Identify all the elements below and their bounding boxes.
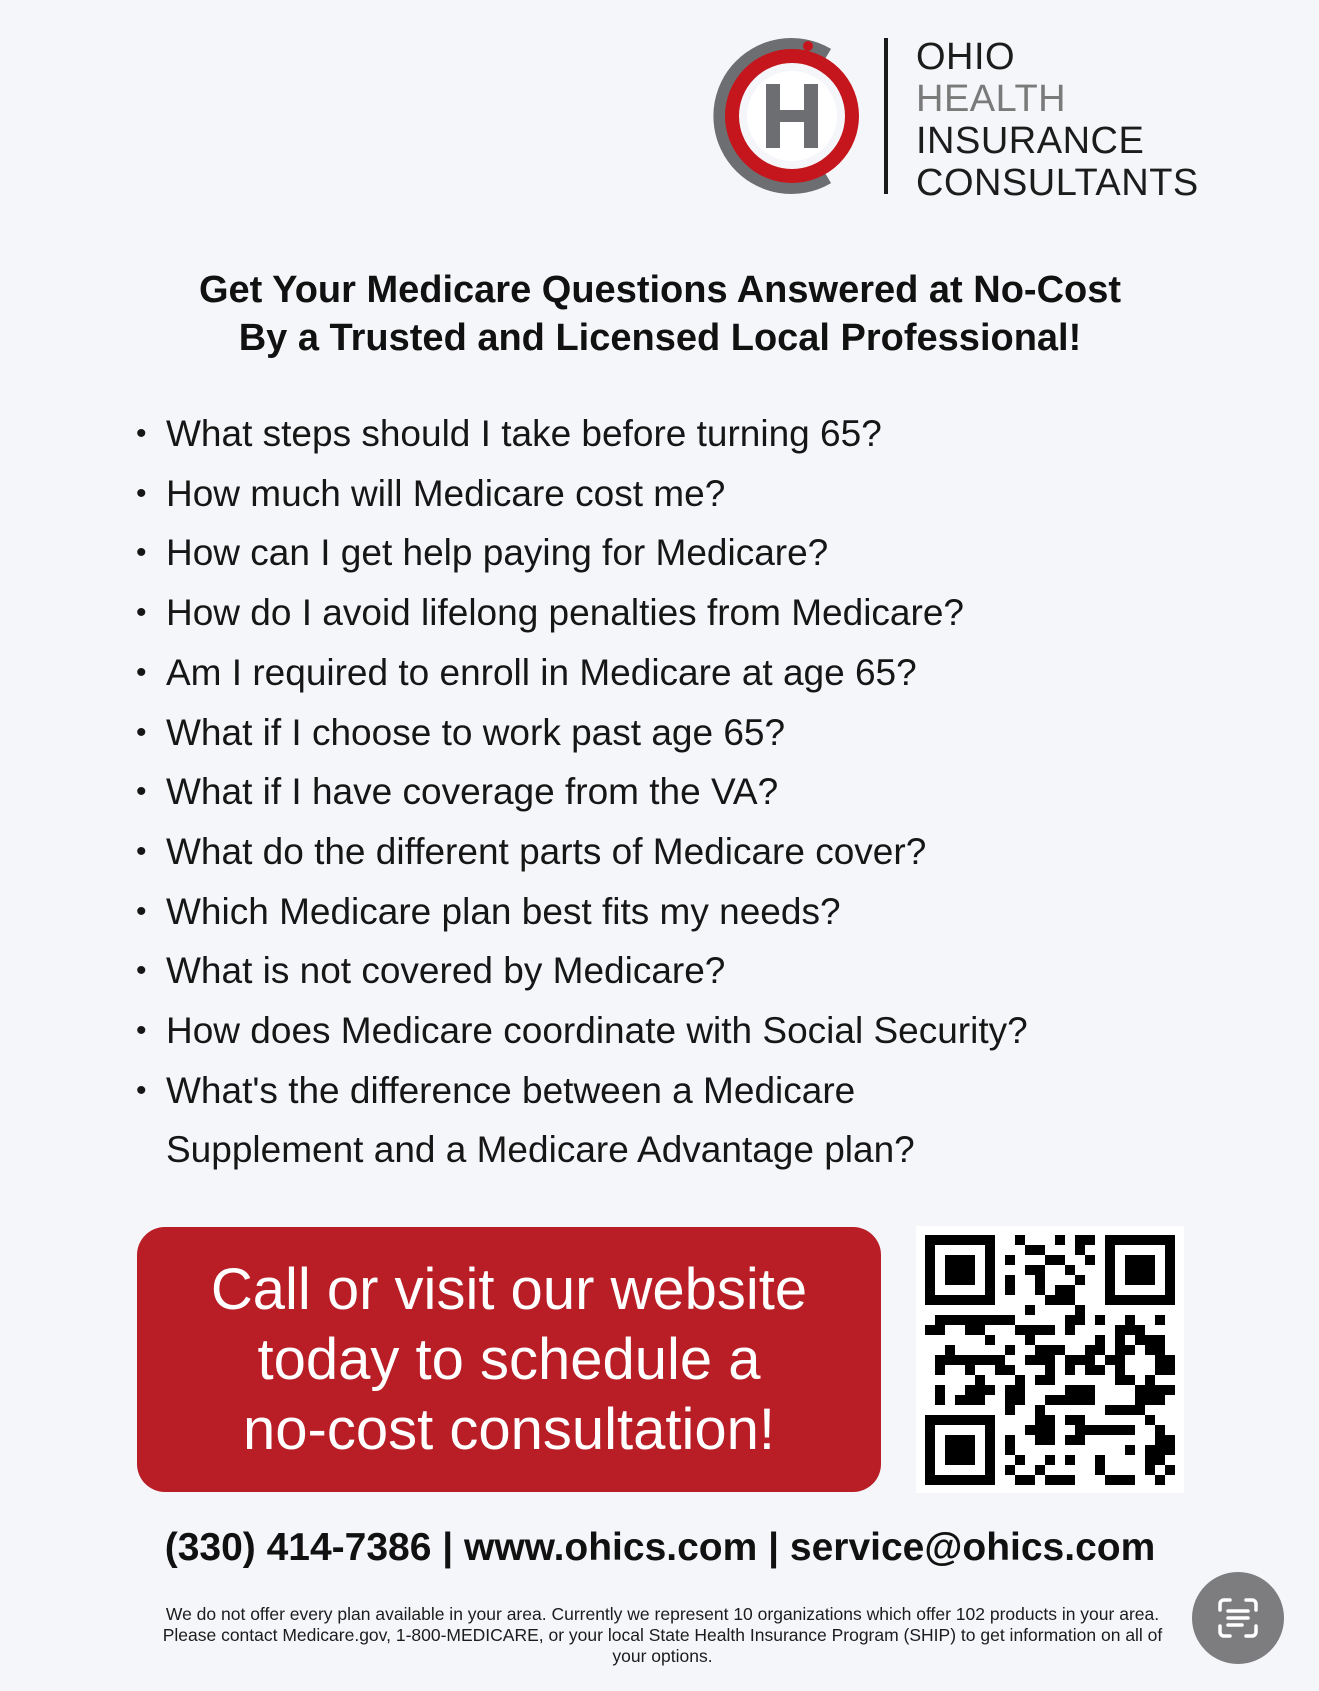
cta-line-2: today to schedule a bbox=[257, 1326, 761, 1392]
brand-name bbox=[916, 36, 1199, 204]
headline-line-2: By a Trusted and Licensed Local Professional! bbox=[238, 317, 1082, 359]
headline bbox=[100, 266, 1220, 362]
qr-code-icon bbox=[925, 1235, 1175, 1485]
scan-text-icon bbox=[1216, 1596, 1260, 1640]
contact-line bbox=[60, 1526, 1260, 1570]
question-item: • Am I required to enroll in Medicare at age 65? bbox=[136, 651, 917, 693]
qr-code[interactable] bbox=[916, 1226, 1184, 1493]
question-item: • How do I avoid lifelong penalties from Medicare? bbox=[136, 592, 964, 634]
question-item: • How can I get help paying for Medicare? bbox=[136, 532, 829, 574]
question-item: • How does Medicare coordinate with Social Security? bbox=[136, 1010, 1028, 1052]
contact-separator: | bbox=[431, 1526, 465, 1569]
question-item: • How much will Medicare cost me? bbox=[136, 472, 726, 514]
company-logo bbox=[710, 36, 1199, 206]
question-item: • Which Medicare plan best fits my needs? bbox=[136, 890, 841, 932]
contact-separator: | bbox=[757, 1526, 790, 1569]
cta-banner bbox=[137, 1227, 881, 1492]
headline-line-1: Get Your Medicare Questions Answered at No-Cost bbox=[198, 269, 1122, 311]
disclaimer: We do not offer every plan available in your area. Currently we represent 10 organizations which offer 102 products in your area. Please contact Medicare.gov, 1-800-MEDICARE, or your local State Health Insurance Program (SHIP) to get information on all of your options. bbox=[162, 1604, 1163, 1666]
email-link[interactable]: service@ohics.com bbox=[789, 1526, 1156, 1569]
website-link[interactable]: www.ohics.com bbox=[464, 1526, 758, 1569]
question-item: • What is not covered by Medicare? bbox=[136, 950, 726, 992]
question-item: • What if I choose to work past age 65? bbox=[136, 711, 786, 753]
question-item: • What's the difference between a Medicare Supplement and a Medicare Advantage plan? bbox=[136, 1069, 915, 1171]
question-item: • What do the different parts of Medicare cover? bbox=[136, 830, 927, 872]
brand-line-4: CONSULTANTS bbox=[916, 162, 1199, 204]
brand-line-3: INSURANCE bbox=[916, 120, 1145, 162]
question-item: • What if I have coverage from the VA? bbox=[136, 771, 779, 813]
phone-number[interactable]: (330) 414-7386 bbox=[164, 1526, 432, 1569]
cta-line-3: no-cost consultation! bbox=[243, 1396, 775, 1462]
scan-text-button[interactable] bbox=[1192, 1572, 1284, 1664]
cta-line-1: Call or visit our website bbox=[210, 1256, 808, 1322]
question-item: • What steps should I take before turning 65? bbox=[136, 413, 882, 454]
brand-line-1: OHIO bbox=[916, 36, 1016, 78]
logo-mark-icon bbox=[710, 36, 860, 196]
logo-divider bbox=[884, 38, 888, 194]
brand-line-2: HEALTH bbox=[916, 78, 1067, 120]
question-list bbox=[132, 404, 1192, 1180]
